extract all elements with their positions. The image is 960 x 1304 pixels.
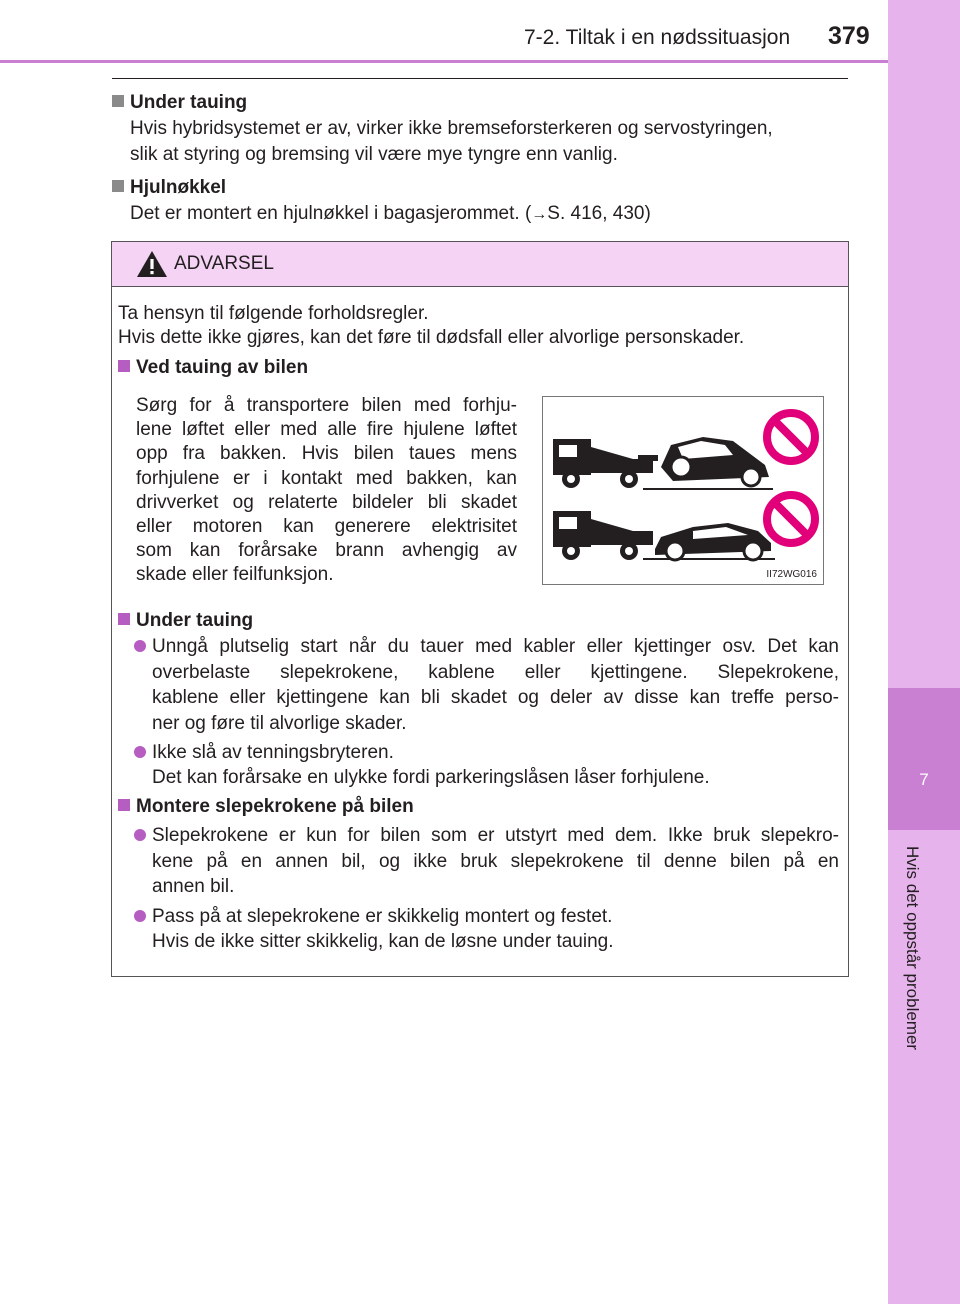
towing-heading [118,356,308,380]
during-line-text: Unngå plutselig start når du tauer med kabler eller kjettinger osv. Det kan [152,636,839,657]
chapter-title: Hvis det oppstår problemer [903,846,922,1051]
warning-intro [118,302,838,350]
square-bullet-icon [118,360,130,372]
mount-line-text: Pass på at slepekrokene er skikkelig montert og festet. [152,906,613,927]
towing-line: opp fra bakken. Hvis bilen taues mens [136,443,517,465]
header-rule [0,60,888,63]
content-rule [112,78,848,79]
image-code: II72WG016 [766,569,817,580]
warning-header [112,242,848,287]
mount-line: Hvis de ikke sitter skikkelig, kan de løsne under tauing. [152,931,614,952]
round-bullet-icon [134,910,146,922]
page-number: 379 [828,22,870,50]
towing-line: lene løftet eller med alle fire hjulene løftet [136,419,517,441]
warning-label: ADVARSEL [174,253,274,274]
section-hjulnokkel [112,175,848,228]
during-item [134,740,839,790]
tow-truck-illustration [543,397,823,584]
intro-line: Ta hensyn til følgende forholdsregler. [118,303,429,324]
square-bullet-icon [118,613,130,625]
mount-item [134,904,839,954]
chapter-tab [888,688,960,830]
tow-truck-top-icon [553,437,773,489]
during-line-text: Ikke slå av tenningsbryteren. [152,742,394,763]
section-line: slik at styring og bremsing vil være mye tyngre enn vanlig. [130,144,618,165]
chapter-sidebar [888,0,960,1304]
chapter-number: 7 [919,770,929,789]
during-line: overbelaste slepekrokene, kablene eller kjettingene. Slepekrokene, [152,661,839,683]
towing-line: Sørg for å transportere bilen med forhju- [136,395,517,416]
square-bullet-icon [112,95,124,107]
during-line [134,740,839,765]
towing-line: eller motoren kan generere elektrisitet [136,516,517,538]
during-item [134,634,839,736]
section-title: 7-2. Tiltak i en nødssituasjon [524,26,791,49]
mount-line [134,904,839,929]
round-bullet-icon [134,829,146,841]
square-bullet-icon [112,180,124,192]
during-heading-text: Under tauing [136,610,254,631]
mount-heading-text: Montere slepekrokene på bilen [136,796,414,817]
body-text: Det er montert en hjulnøkkel i bagasjerommet. ( [130,203,532,224]
during-line: kablene eller kjettingene kan bli skadet og deler av disse kan treffe perso- [152,687,839,708]
mount-line: annen bil. [152,876,235,897]
intro-line: Hvis dette ikke gjøres, kan det føre til dødsfall eller alvorlige personskader. [118,327,745,348]
during-line: Det kan forårsake en ulykke fordi parkeringslåsen låser forhjulene. [152,767,710,788]
towing-line: forhjulene er i kontakt med bakken, kan [136,467,517,489]
warning-triangle-icon [136,250,168,278]
mount-line [134,823,839,849]
section-heading: Hjulnøkkel [130,177,227,198]
mount-line: kene på en annen bil, og ikke bruk slepekrokene til denne bilen på en [152,850,839,872]
round-bullet-icon [134,746,146,758]
section-under-tauing [112,90,848,168]
prohibition-icon-bottom [767,495,815,543]
mount-item [134,823,839,900]
mount-line-text: Slepekrokene er kun for bilen som er utstyrt med dem. Ikke bruk slepekro- [152,825,839,846]
round-bullet-icon [134,640,146,652]
section-line [112,201,848,228]
towing-line: som kan forårsake brann avhengig av [136,540,517,562]
towing-line: drivverket og relaterte bildeler bli skadet [136,491,517,513]
prohibition-icon-top [767,413,815,461]
during-line [134,634,839,660]
arrow-icon: → [531,206,548,223]
towing-line: skade eller feilfunksjon. [136,564,334,586]
section-line: Hvis hybridsystemet er av, virker ikke bremseforsterkeren og servostyringen, [130,118,773,139]
during-heading [118,609,253,633]
page-reference[interactable]: S. 416, 430) [547,203,651,224]
towing-heading-text: Ved tauing av bilen [136,357,309,378]
during-line: ner og føre til alvorlige skader. [152,712,407,734]
towing-illustration [542,396,824,585]
mount-heading [118,795,414,819]
square-bullet-icon [118,799,130,811]
tow-truck-bottom-icon [553,511,775,560]
section-heading: Under tauing [130,92,248,113]
towing-body [136,394,517,588]
